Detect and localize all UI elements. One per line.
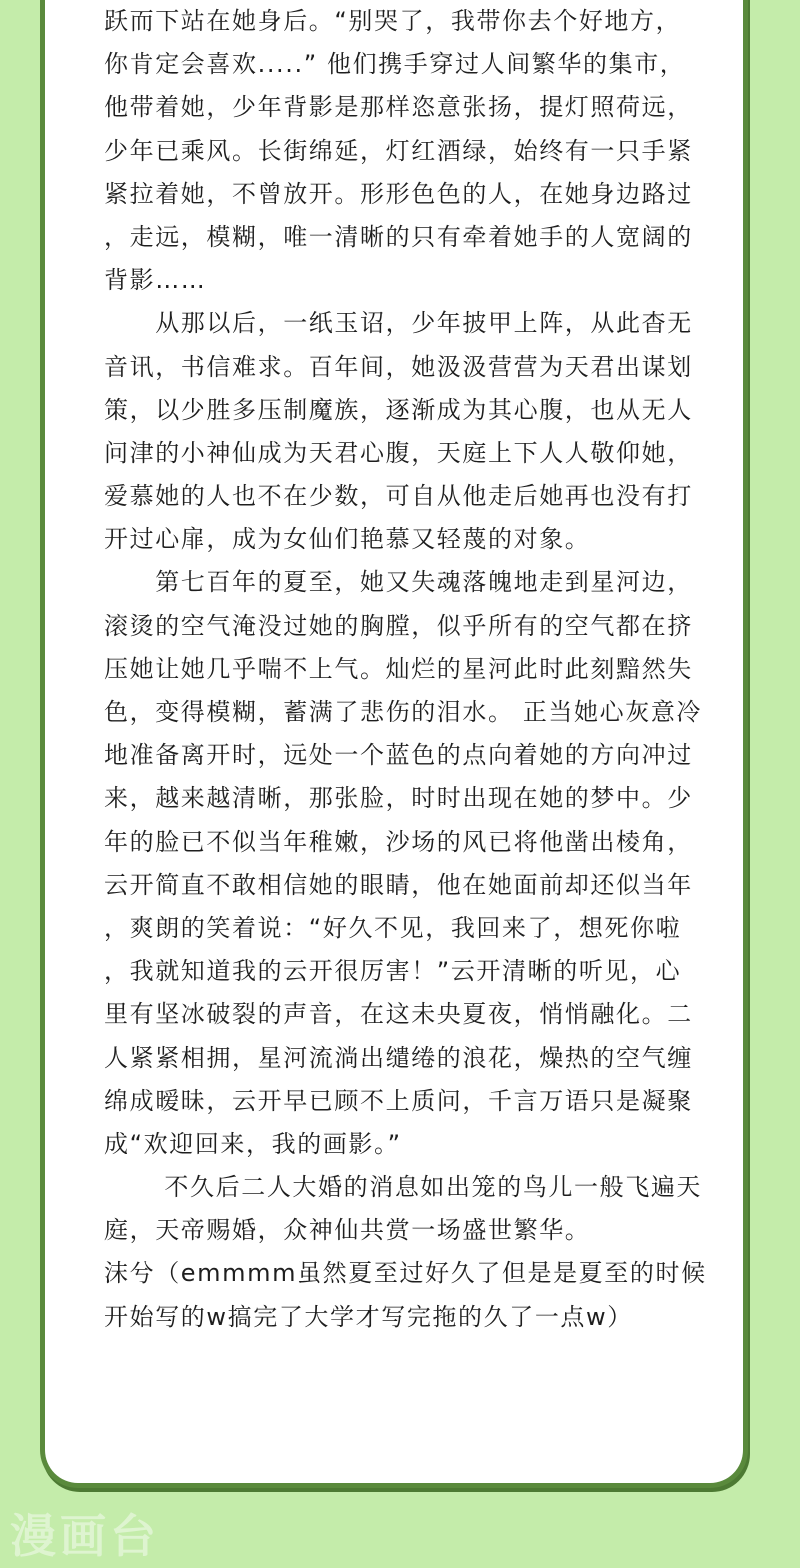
text-line: 云开简直不敢相信她的眼睛，他在她面前却还似当年 xyxy=(104,870,693,899)
text-line: 爱慕她的人也不在少数，可自从他走后她再也没有打 xyxy=(104,482,693,511)
text-line: 地准备离开时，远处一个蓝色的点向着她的方向冲过 xyxy=(104,741,693,770)
text-line: 来，越来越清晰，那张脸，时时出现在她的梦中。少 xyxy=(104,784,693,813)
text-line: 第七百年的夏至，她又失魂落魄地走到星河边， xyxy=(104,568,693,597)
text-line: 少年已乘风。长街绵延，灯红酒绿，始终有一只手紧 xyxy=(104,136,693,165)
text-line: 成“欢迎回来，我的画影。” xyxy=(104,1129,402,1158)
text-line: 沫兮（emmmm虽然夏至过好久了但是是夏至的时候 xyxy=(104,1259,707,1288)
watermark-logo: 漫画台 xyxy=(10,1509,160,1563)
text-line: 开始写的w搞完了大学才写完拖的久了一点w） xyxy=(104,1302,633,1331)
text-line: 不久后二人大婚的消息如出笼的鸟儿一般飞遍天 xyxy=(104,1173,703,1202)
text-line: 从那以后，一纸玉诏，少年披甲上阵，从此杳无 xyxy=(104,309,693,338)
text-line: 问津的小神仙成为天君心腹，天庭上下人人敬仰她， xyxy=(104,438,693,467)
text-line: 策，以少胜多压制魔族，逐渐成为其心腹，也从无人 xyxy=(104,395,693,424)
text-line: 庭，天帝赐婚，众神仙共赏一场盛世繁华。 xyxy=(104,1216,591,1245)
text-line: 压她让她几乎喘不上气。灿烂的星河此时此刻黯然失 xyxy=(104,654,693,683)
text-line: 音讯，书信难求。百年间，她汲汲营营为天君出谋划 xyxy=(104,352,693,381)
text-line: 年的脸已不似当年稚嫩，沙场的风已将他凿出棱角， xyxy=(104,827,693,856)
text-line: 跃而下站在她身后。“别哭了，我带你去个好地方， xyxy=(104,7,682,35)
text-line: ，我就知道我的云开很厉害！”云开清晰的听见，心 xyxy=(104,957,682,986)
text-line: ，爽朗的笑着说：“好久不见，我回来了，想死你啦 xyxy=(104,913,682,942)
text-line: 绵成暧昧，云开早已顾不上质问，千言万语只是凝聚 xyxy=(104,1086,693,1115)
text-line: ，走远，模糊，唯一清晰的只有牵着她手的人宽阔的 xyxy=(104,222,693,251)
text-line: 背影…… xyxy=(104,266,207,295)
article-body xyxy=(104,0,710,1339)
text-line: 色，变得模糊，蓄满了悲伤的泪水。 正当她心灰意冷 xyxy=(104,698,703,726)
text-line: 你肯定会喜欢.....” 他们携手穿过人间繁华的集市， xyxy=(104,50,686,79)
text-line: 里有坚冰破裂的声音，在这未央夏夜，悄悄融化。二 xyxy=(104,1000,693,1029)
text-line: 开过心扉，成为女仙们艳慕又轻蔑的对象。 xyxy=(104,525,591,554)
text-line: 紧拉着她，不曾放开。形形色色的人，在她身边路过 xyxy=(104,179,693,208)
text-line: 他带着她，少年背影是那样恣意张扬，提灯照荷远， xyxy=(104,93,693,122)
text-line: 滚烫的空气淹没过她的胸膛，似乎所有的空气都在挤 xyxy=(104,611,693,640)
text-line: 人紧紧相拥，星河流淌出缱绻的浪花，燥热的空气缠 xyxy=(104,1043,693,1072)
